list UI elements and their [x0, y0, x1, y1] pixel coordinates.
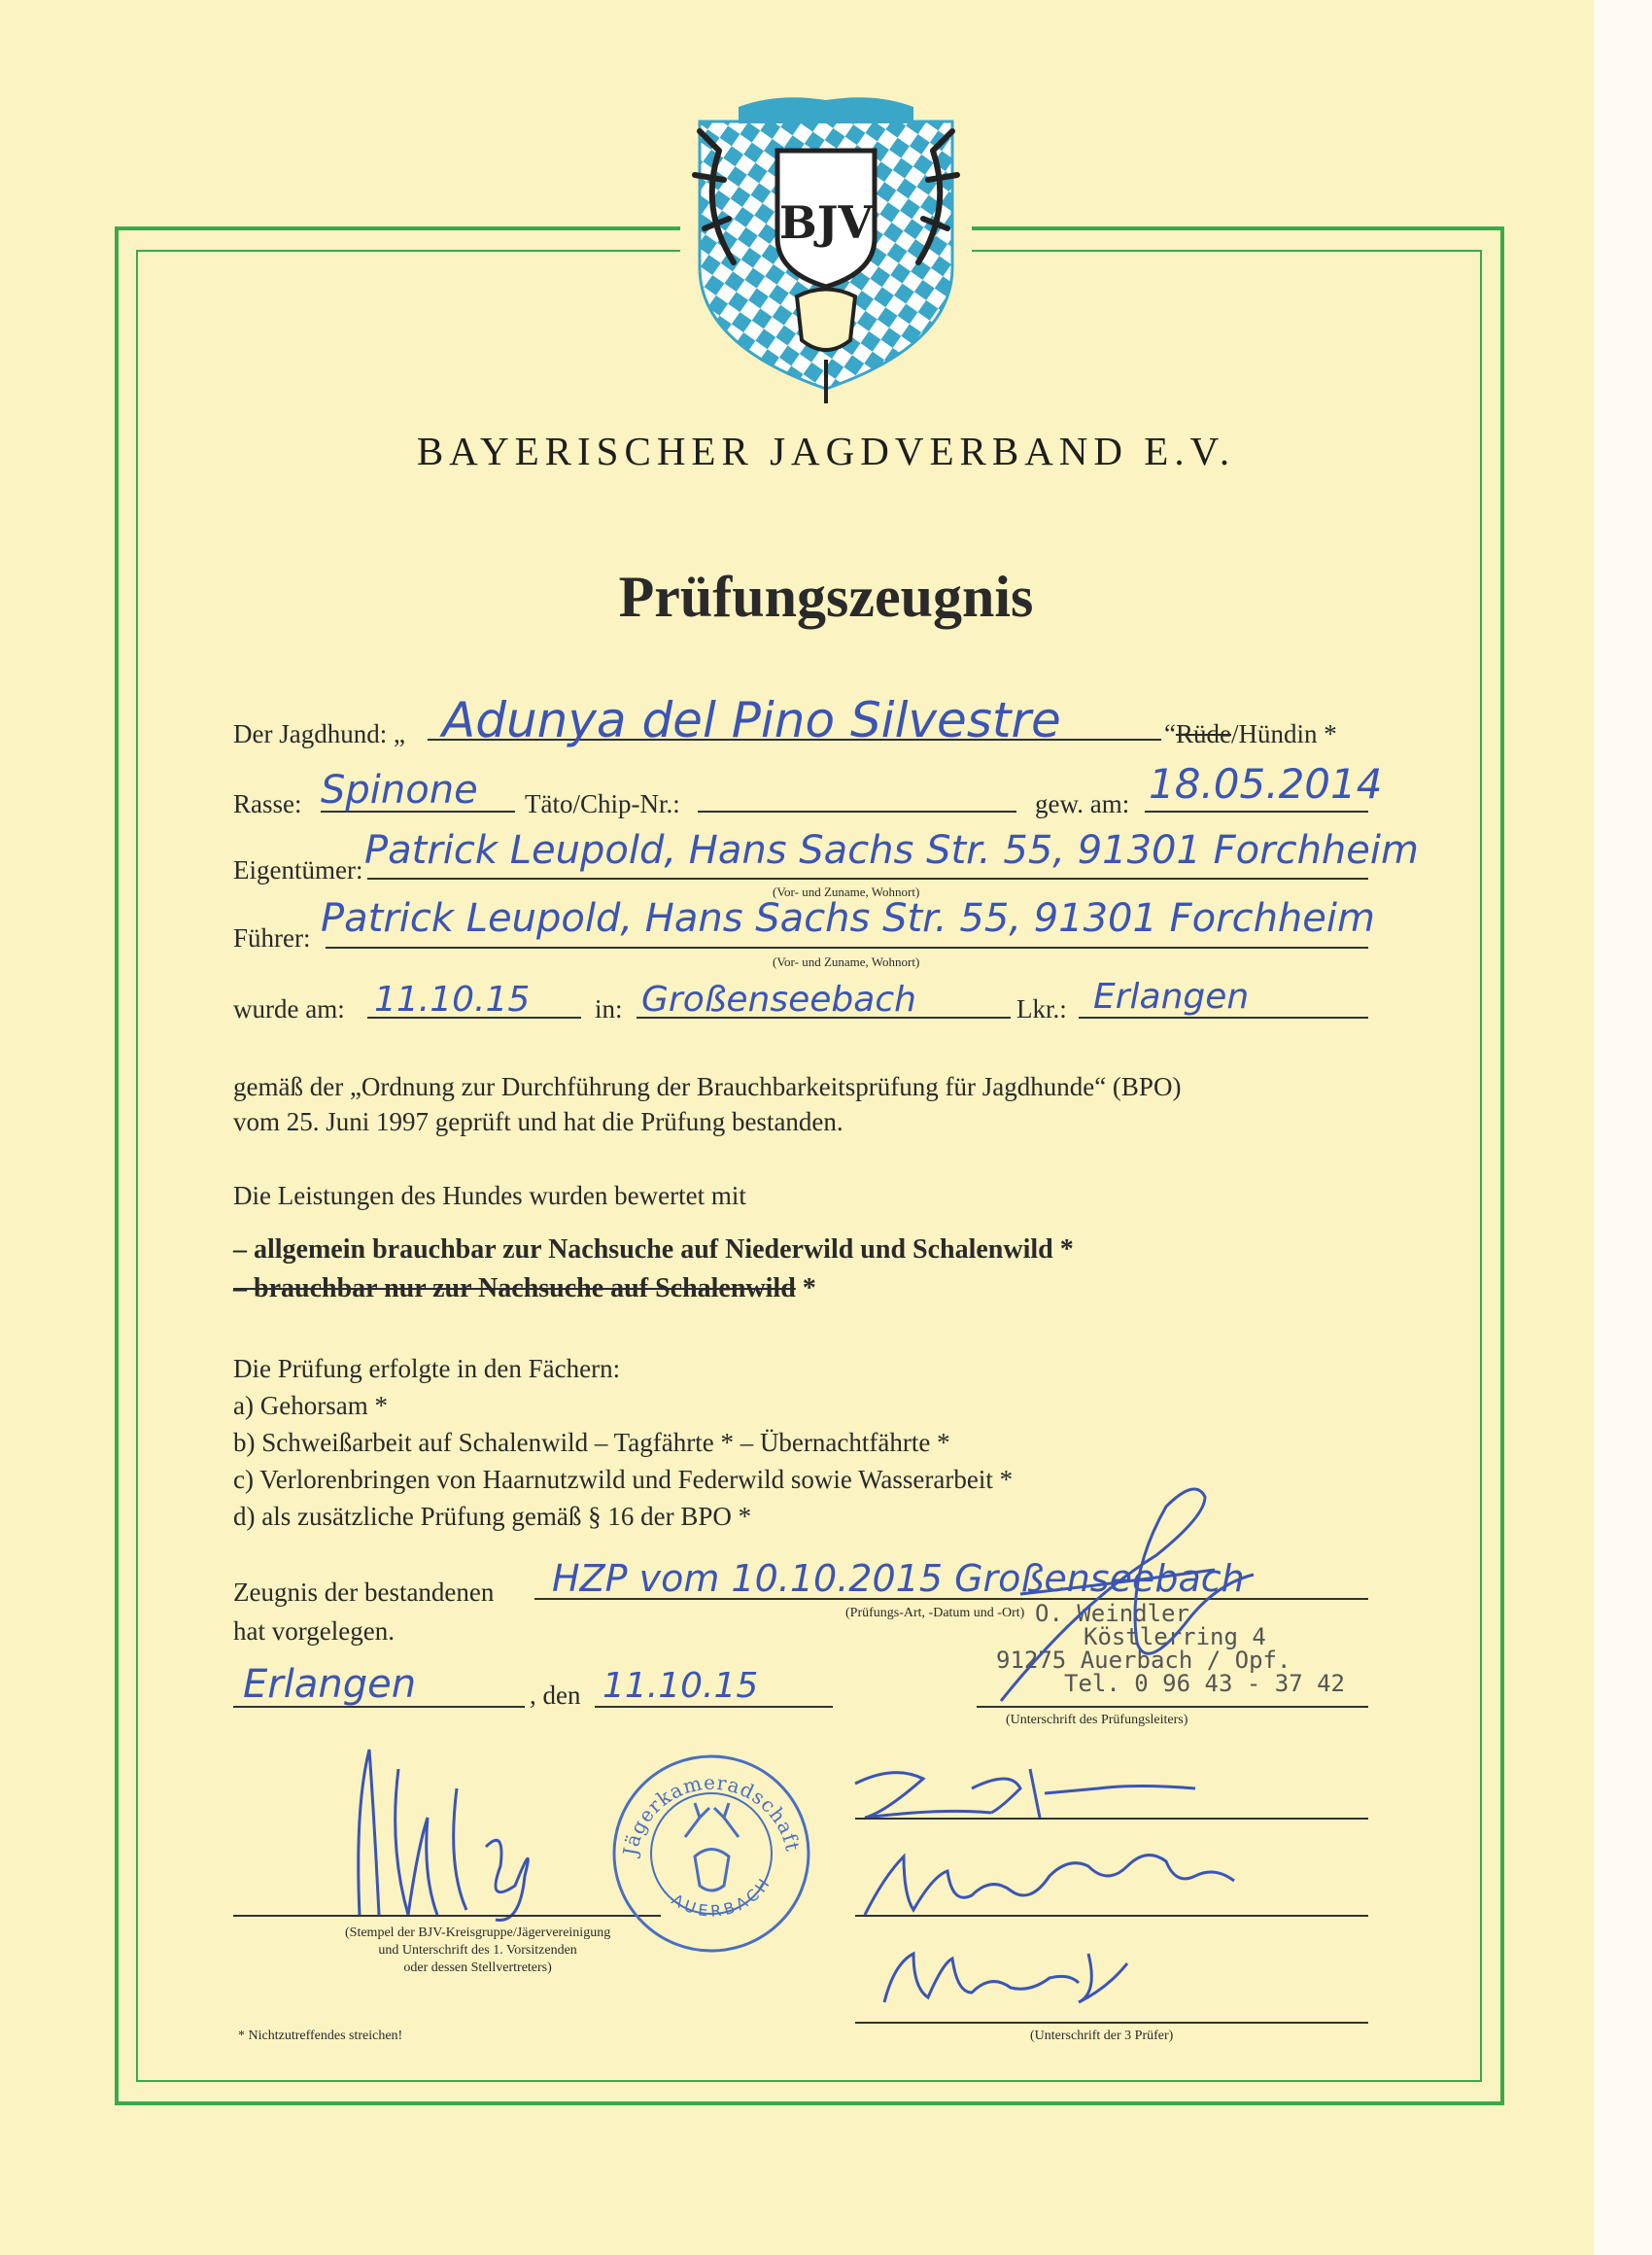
rating-restricted-star: *: [795, 1273, 816, 1303]
born-handwriting: 18.05.2014: [1149, 760, 1383, 808]
bjv-crest-logo: [680, 92, 972, 413]
sex-field: [1164, 719, 1337, 749]
rating-restricted: [233, 1273, 816, 1304]
sign-date-handwriting: 11.10.15: [602, 1666, 759, 1706]
sex-quote: “: [1164, 719, 1176, 748]
sex-female: /Hündin *: [1230, 719, 1337, 748]
chip-label: Täto/Chip-Nr.:: [525, 789, 680, 818]
subject-b: b) Schweißarbeit auf Schalenwild – Tagfährte * – Übernachtfährte *: [233, 1428, 950, 1457]
subject-a: a) Gehorsam *: [233, 1391, 388, 1420]
stamp-hint: [345, 1925, 610, 1977]
subject-d: d) als zusätzliche Prüfung gemäß § 16 der BPO *: [233, 1502, 752, 1531]
born-line: [1145, 811, 1368, 813]
sign-date-line: [595, 1706, 833, 1708]
bpo-paragraph-line2: vom 25. Juni 1997 geprüft und hat die Prüfung bestanden.: [233, 1107, 843, 1136]
district-label: Lkr.:: [1016, 994, 1067, 1023]
leader-stamp-street: Köstlerring 4: [1084, 1623, 1266, 1650]
chairman-signature-line: [233, 1915, 661, 1917]
stamp-hint-line3: oder dessen Stellvertreters): [403, 1960, 552, 1975]
certificate-handwriting: HZP vom 10.10.2015 Großenseebach: [552, 1557, 1245, 1600]
document-title: Prüfungszeugnis: [618, 565, 1034, 629]
sex-male-struck: Rüde: [1175, 719, 1231, 748]
handler-hint: (Vor- und Zuname, Wohnort): [773, 954, 920, 969]
subject-c: c) Verlorenbringen von Haarnutzwild und Federwild sowie Wasserarbeit *: [233, 1465, 1014, 1494]
leader-signature: [962, 1477, 1283, 1720]
leader-signature-hint: (Unterschrift des Prüfungsleiters): [1006, 1713, 1188, 1727]
handler-handwriting: Patrick Leupold, Hans Sachs Str. 55, 91301 Forchheim: [321, 896, 1375, 941]
district-handwriting: Erlangen: [1093, 977, 1250, 1017]
rating-restricted-struck: – brauchbar nur zur Nachsuche auf Schalenwild: [233, 1273, 796, 1303]
certificate-label: Zeugnis der bestandenen: [233, 1578, 495, 1607]
district-line: [1079, 1017, 1368, 1019]
place-label: in:: [595, 994, 623, 1023]
round-seal-stamp: [607, 1750, 816, 1959]
certificate-presented: hat vorgelegen.: [233, 1616, 395, 1646]
owner-label: Eigentümer:: [233, 855, 363, 885]
logo-monogram: BJV: [778, 196, 874, 249]
rating-general: – allgemein brauchbar zur Nachsuche auf Niederwild und Schalenwild *: [233, 1234, 1074, 1265]
breed-label: Rasse:: [233, 789, 302, 818]
exam-date-label: wurde am:: [233, 994, 345, 1023]
breed-handwriting: Spinone: [321, 768, 478, 813]
judge-3-signature: [875, 1934, 1166, 2012]
exam-date-handwriting: 11.10.15: [374, 980, 531, 1020]
seal-bottom-text: AUERBACH: [668, 1872, 775, 1921]
page-edge: [1594, 0, 1652, 2255]
judge-line-2: [855, 1915, 1368, 1917]
chairman-signature: [330, 1730, 583, 1925]
stamp-hint-line1: (Stempel der BJV-Kreisgruppe/Jägervereinigung: [345, 1925, 611, 1940]
dog-name-handwriting: Adunya del Pino Silvestre: [442, 692, 1061, 748]
sign-den-label: , den: [530, 1681, 581, 1710]
leader-stamp-city: 91275 Auerbach / Opf.: [996, 1647, 1291, 1674]
chip-line: [698, 811, 1016, 813]
place-handwriting: Großenseebach: [641, 980, 916, 1020]
certificate-hint: (Prüfungs-Art, -Datum und -Ort): [845, 1606, 1025, 1620]
seal-ring-text: Jägerkameradschaft: [618, 1770, 806, 1857]
bpo-paragraph-line1: gemäß der „Ordnung zur Durchführung der Brauchbarkeitsprüfung für Jagdhunde“ (BPO): [233, 1072, 1182, 1101]
owner-hint: (Vor- und Zuname, Wohnort): [773, 885, 920, 899]
born-label: gew. am:: [1035, 789, 1130, 818]
handler-label: Führer:: [233, 923, 311, 953]
footnote: * Nichtzutreffendes streichen!: [238, 2029, 403, 2043]
rating-intro: Die Leistungen des Hundes wurden bewertet mit: [233, 1181, 746, 1210]
svg-text:Jägerkameradschaft: [618, 1771, 805, 1859]
judge-line-3: [855, 2022, 1368, 2024]
leader-stamp-phone: Tel. 0 96 43 - 37 42: [1064, 1670, 1345, 1697]
judge-2-signature: [855, 1837, 1263, 1925]
owner-handwriting: Patrick Leupold, Hans Sachs Str. 55, 91301 Forchheim: [364, 828, 1419, 873]
dog-label: Der Jagdhund: „: [233, 719, 405, 748]
leader-stamp-name: O. Weindler: [1035, 1600, 1189, 1627]
svg-text:AUERBACH: [669, 1872, 775, 1920]
sign-place-handwriting: Erlangen: [243, 1662, 417, 1707]
judges-signature-hint: (Unterschrift der 3 Prüfer): [1030, 2029, 1174, 2043]
stamp-hint-line2: und Unterschrift des 1. Vorsitzenden: [378, 1943, 577, 1958]
organization-name: BAYERISCHER JAGDVERBAND E.V.: [416, 429, 1236, 473]
judge-line-1: [855, 1818, 1368, 1820]
handler-line: [326, 947, 1368, 949]
subjects-intro: Die Prüfung erfolgte in den Fächern:: [233, 1354, 621, 1383]
owner-line: [367, 878, 1368, 880]
